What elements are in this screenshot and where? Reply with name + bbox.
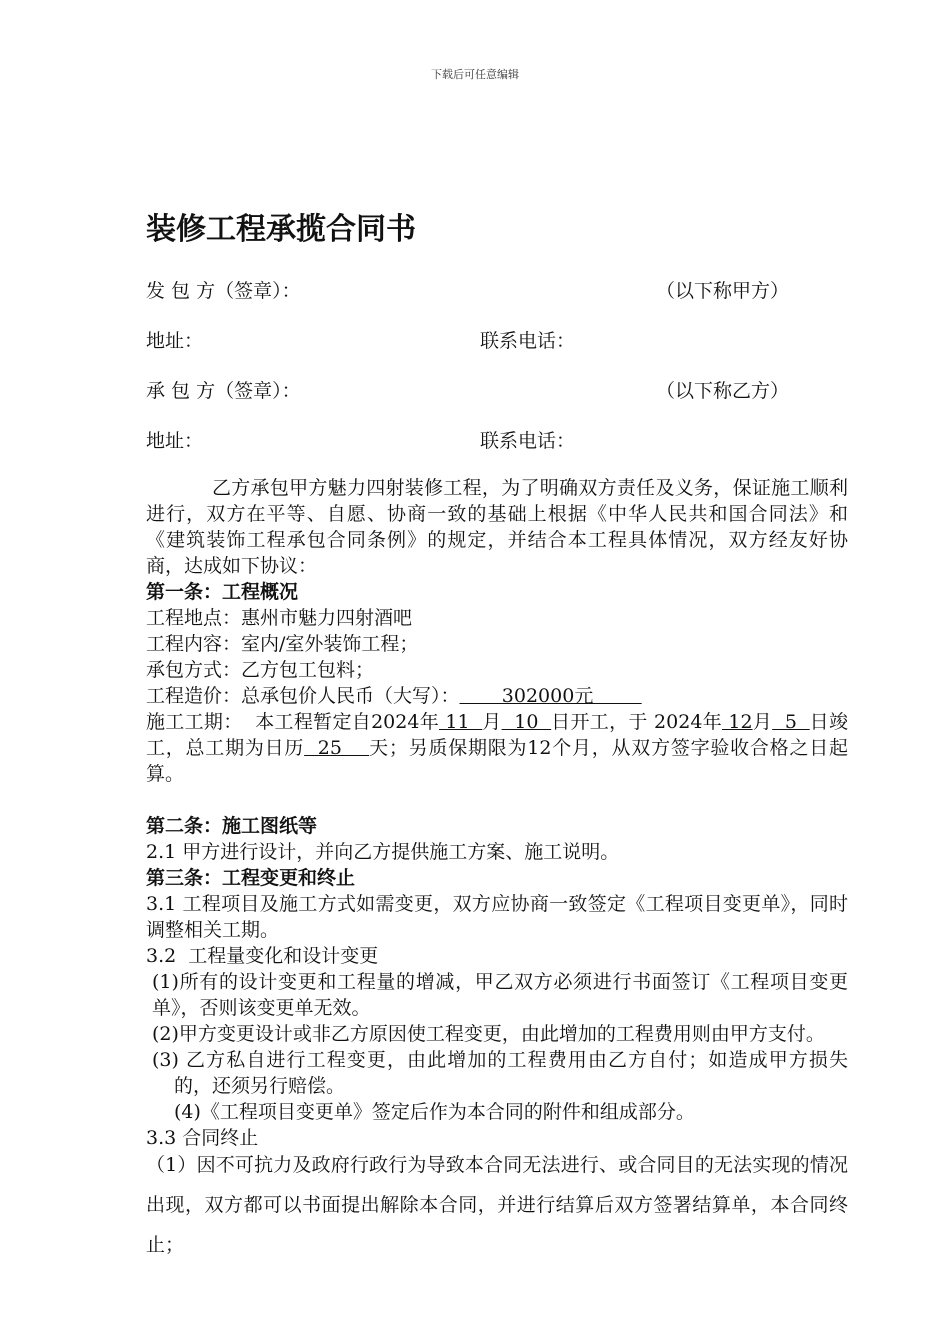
article-3-item-2: 3.2 工程量变化和设计变更 xyxy=(146,945,379,967)
termination-clause-1: （1）因不可抗力及政府行政行为导致本合同无法进行、或合同目的无法实现的情况出现，双方都可以书面提出解除本合同，并进行结算后双方签署结算单，本合同终止； xyxy=(146,1154,848,1256)
party-a-label: 发 包 方（签章）： xyxy=(146,280,301,302)
period-text-a: 施工工期： 本工程暂定自2024年 xyxy=(146,711,440,733)
project-location: 工程地点：惠州市魅力四射酒吧 xyxy=(146,607,413,629)
change-clause-2: (2)甲方变更设计或非乙方原因使工程变更，由此增加的工程费用则由甲方支付。 xyxy=(152,1023,825,1045)
price-label: 工程造价：总承包价人民币（大写）： xyxy=(146,685,460,707)
article-1-heading: 第一条：工程概况 xyxy=(146,581,299,603)
contract-body xyxy=(146,475,848,1265)
party-b-alias: （以下称乙方） xyxy=(656,380,790,402)
party-b-label: 承 包 方（签章）： xyxy=(146,380,301,402)
article-3-item-1: 3.1 工程项目及施工方式如需变更，双方应协商一致签定《工程项目变更单》，同时调整相关工期。 xyxy=(146,893,848,941)
period-text-f: 天；另质保期限为12个月，从双方签字验收合格之日起算。 xyxy=(146,737,848,785)
start-day: 10 xyxy=(501,711,552,733)
article-2-heading: 第二条：施工图纸等 xyxy=(146,815,318,837)
article-3-item-3: 3.3 合同终止 xyxy=(146,1127,259,1149)
period-text-c: 日开工，于 2024年 xyxy=(551,711,723,733)
period-text-d: 月 xyxy=(752,711,773,733)
period-text-b: 月 xyxy=(482,711,502,733)
start-month: 11 xyxy=(439,711,483,733)
total-days: 25 xyxy=(304,737,370,759)
header-note: 下载后可任意编辑 xyxy=(431,68,519,81)
change-clause-1: (1)所有的设计变更和工程量的增减，甲乙双方必须进行书面签订《工程项目变更单》，否则该变更单无效。 xyxy=(152,971,848,1019)
price-value: 302000元 xyxy=(459,685,642,707)
construction-period xyxy=(146,709,848,787)
project-price xyxy=(146,683,848,709)
party-a-alias: （以下称甲方） xyxy=(656,280,790,302)
change-clause-3: (3) 乙方私自进行工程变更，由此增加的工程费用由乙方自付；如造成甲方损失的，还须另行赔偿。 xyxy=(152,1049,848,1097)
end-day: 5 xyxy=(772,711,810,733)
party-a-phone: 联系电话： xyxy=(480,330,576,352)
change-clause-4: (4)《工程项目变更单》签定后作为本合同的附件和组成部分。 xyxy=(174,1101,695,1123)
spacer xyxy=(146,787,848,813)
article-3-heading: 第三条：工程变更和终止 xyxy=(146,867,356,889)
project-content: 工程内容：室内/室外装饰工程； xyxy=(146,633,419,655)
end-month: 12 xyxy=(722,711,753,733)
party-b-address: 地址： xyxy=(146,430,204,452)
intro-paragraph: 乙方承包甲方魅力四射装修工程，为了明确双方责任及义务，保证施工顺利进行，双方在平等、自愿、协商一致的基础上根据《中华人民共和国合同法》和《建筑装饰工程承包合同条例》的规定，并结合本工程具体情况，双方经友好协商，达成如下协议： xyxy=(146,477,848,577)
page-title: 装修工程承揽合同书 xyxy=(146,212,416,247)
article-2-item-1: 2.1 甲方进行设计，并向乙方提供施工方案、施工说明。 xyxy=(146,841,620,863)
party-a-address: 地址： xyxy=(146,330,204,352)
period-text-e: 日竣工，总工期为日历 xyxy=(146,711,848,759)
party-b-phone: 联系电话： xyxy=(480,430,576,452)
contract-method: 承包方式：乙方包工包料； xyxy=(146,659,375,681)
